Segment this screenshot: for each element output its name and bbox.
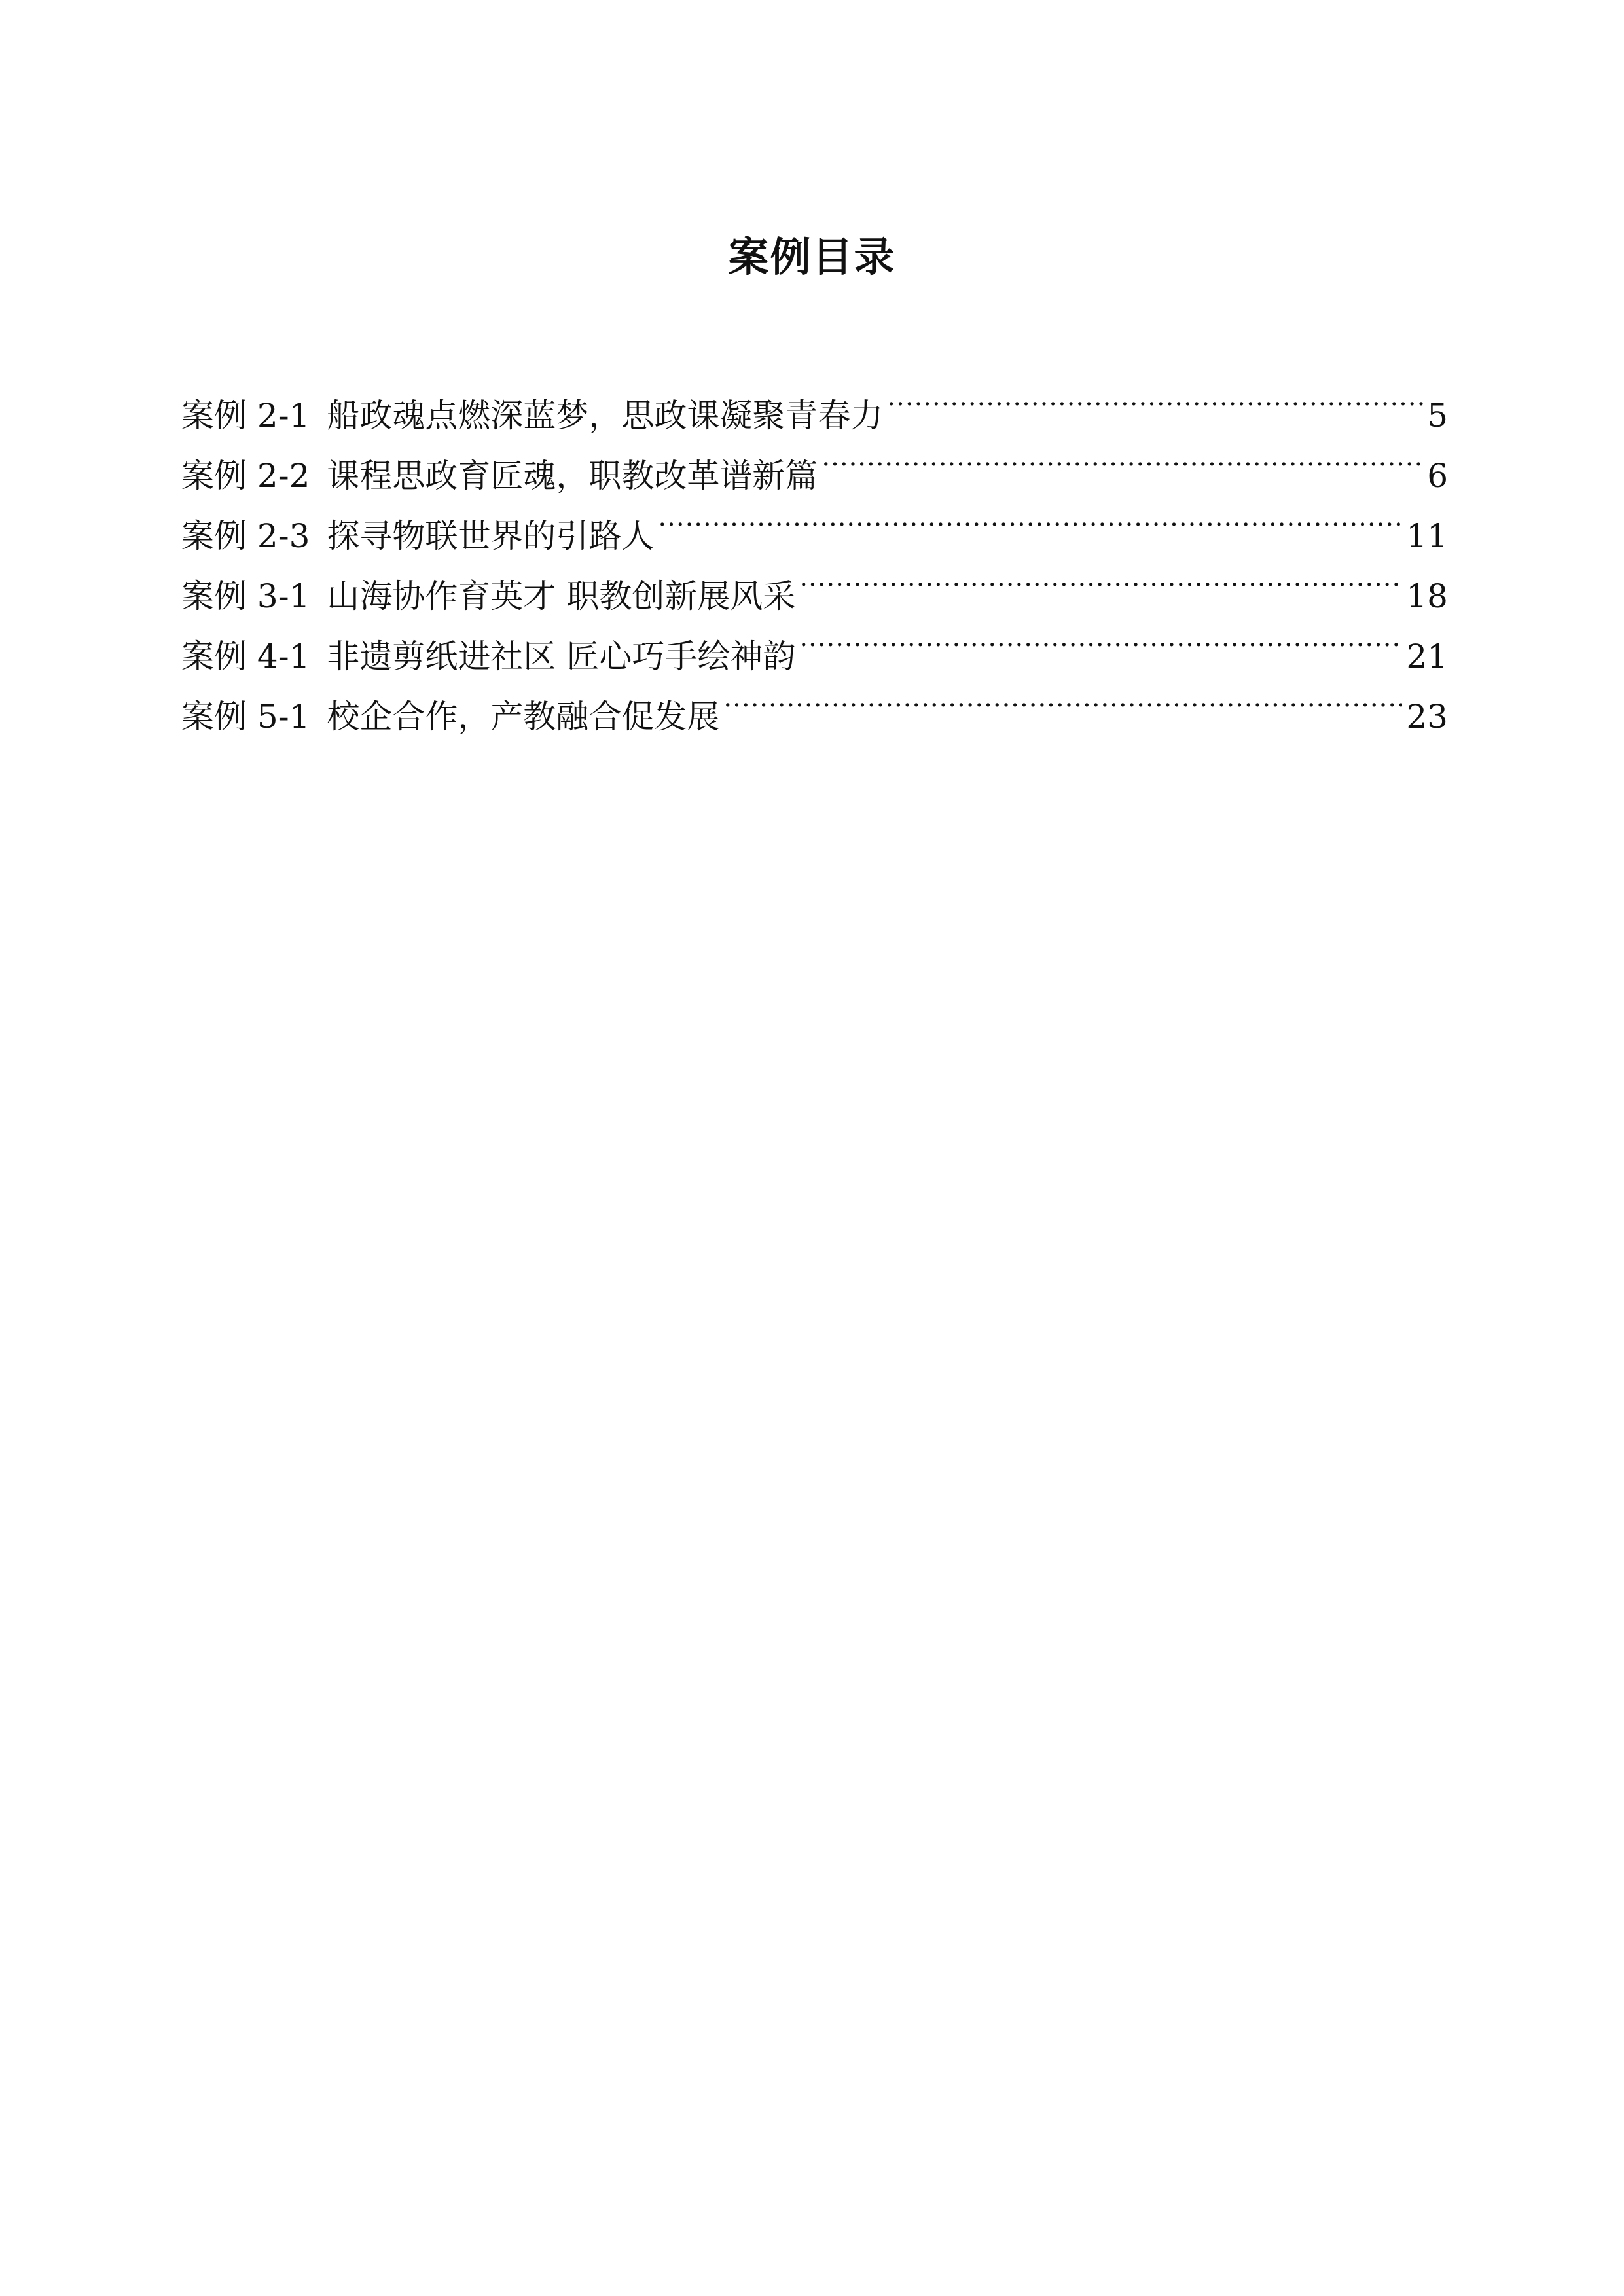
toc-entry-number: 案例 2-1	[181, 397, 310, 435]
toc-entry-page: 21	[1406, 637, 1448, 675]
toc-entry-label: 探寻物联世界的引路人	[327, 517, 655, 555]
table-of-contents	[181, 367, 1448, 736]
toc-entry-number: 案例 3-1	[181, 577, 310, 615]
toc-entry-page: 5	[1427, 397, 1448, 435]
toc-dot-leader	[723, 668, 1402, 728]
toc-entry-page: 6	[1427, 457, 1448, 495]
toc-entry-label: 船政魂点燃深蓝梦，思政课凝聚青春力	[327, 397, 884, 435]
toc-entry[interactable]	[181, 367, 1448, 435]
toc-entry-number: 案例 5-1	[181, 698, 310, 736]
toc-dot-leader	[821, 427, 1423, 487]
toc-entry-label: 课程思政育匠魂，职教改革谱新篇	[327, 457, 818, 495]
toc-dot-leader	[658, 487, 1402, 547]
toc-dot-leader	[799, 607, 1402, 668]
toc-entry-page: 23	[1406, 698, 1448, 736]
toc-entry-number: 案例 4-1	[181, 637, 310, 675]
toc-dot-leader	[799, 547, 1402, 607]
toc-entry-page: 11	[1406, 517, 1448, 555]
toc-entry-number: 案例 2-2	[181, 457, 310, 495]
toc-dot-leader	[887, 367, 1423, 427]
toc-entry-label: 山海协作育英才 职教创新展风采	[327, 577, 796, 615]
toc-entry-page: 18	[1406, 577, 1448, 615]
toc-entry-number: 案例 2-3	[181, 517, 310, 555]
toc-entry-label: 校企合作，产教融合促发展	[327, 698, 720, 736]
toc-entry-label: 非遗剪纸进社区 匠心巧手绘神韵	[327, 637, 796, 675]
page-title: 案例目录	[728, 233, 896, 281]
